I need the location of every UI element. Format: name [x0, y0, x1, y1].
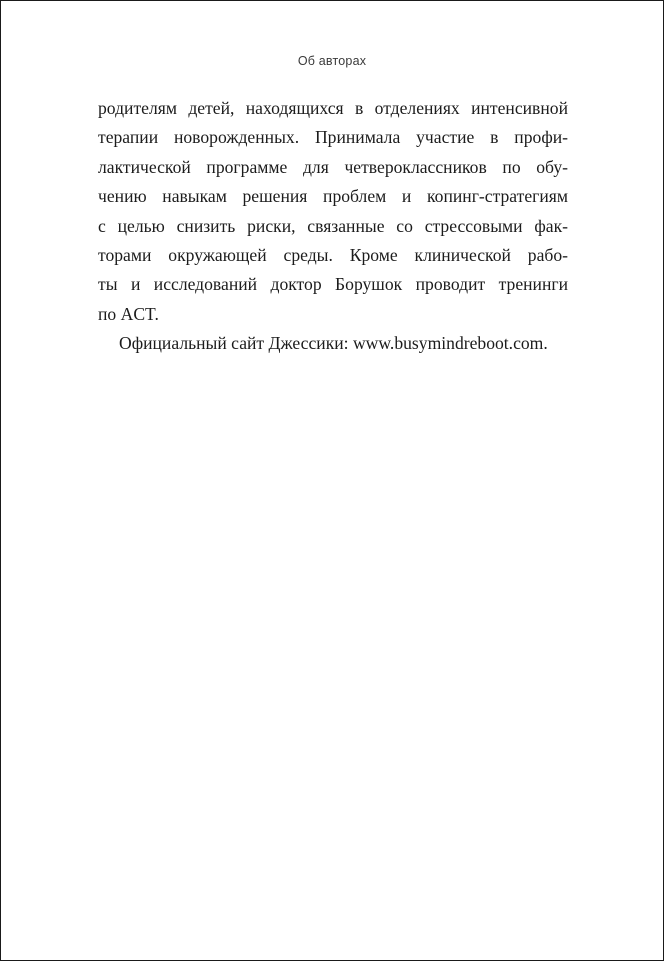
text-line: по ACT.	[98, 303, 159, 324]
text-line: чению навыкам решения проблем и копинг-стратегиям	[98, 186, 568, 207]
paragraph-website	[98, 329, 568, 358]
text-line: лактической программе для четвероклассников по обу-	[98, 156, 568, 177]
paragraph-bio-continuation	[98, 94, 568, 329]
body-text	[98, 94, 568, 359]
text-line: терапии новорожденных. Принимала участие в профи-	[98, 127, 568, 148]
text-line: ты и исследований доктор Борушок проводит тренинги	[98, 274, 568, 295]
running-header: Об авторах	[297, 54, 367, 68]
text-line: торами окружающей среды. Кроме клинической рабо-	[98, 245, 568, 266]
text-line: родителям детей, находящихся в отделениях интенсивной	[98, 98, 568, 118]
website-line: Официальный сайт Джессики: www.busymindreboot.com.	[119, 333, 548, 354]
text-line: с целью снизить риски, связанные со стрессовыми фак-	[98, 215, 568, 236]
